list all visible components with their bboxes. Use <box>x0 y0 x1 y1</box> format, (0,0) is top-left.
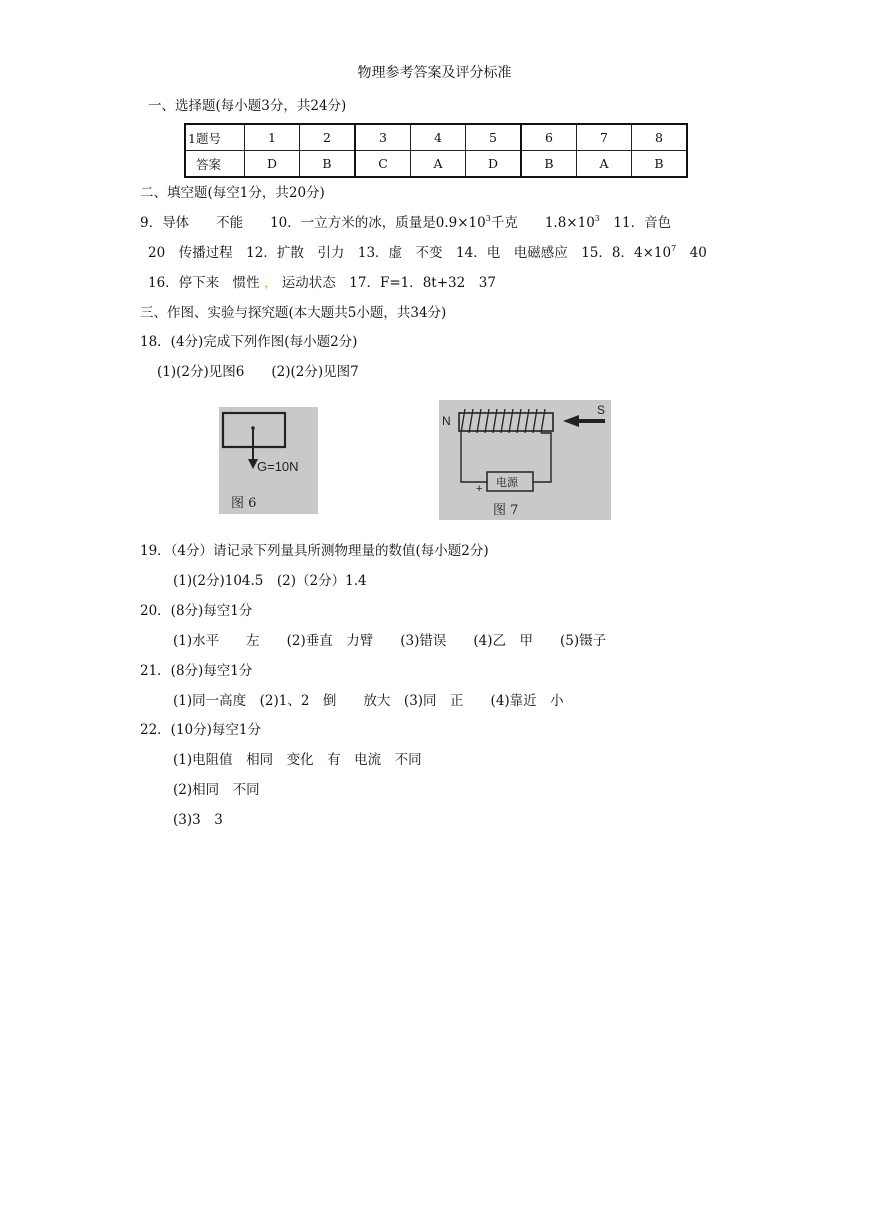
punctuation-mark: ， <box>263 275 278 291</box>
plus-sign: + <box>476 483 483 495</box>
question-18-sub: (1)(2分)见图6 (2)(2分)见图7 <box>157 364 359 380</box>
figure-7-drawing <box>439 400 611 520</box>
table-cell: 1题号 <box>185 124 245 151</box>
table-cell: C <box>355 151 411 178</box>
figure-6-caption: 图 6 <box>231 496 257 511</box>
fill-answers-line-2 <box>148 241 707 261</box>
superscript: 3 <box>594 214 600 223</box>
north-pole-label: N <box>442 414 451 428</box>
wire-left <box>461 433 487 482</box>
question-22-sub-2: (2)相同 不同 <box>173 782 260 798</box>
table-cell: 3 <box>355 124 411 151</box>
page-title: 物理参考答案及评分标准 <box>357 65 512 81</box>
section-fill-heading: 二、填空题(每空1分，共20分) <box>140 185 325 201</box>
south-pole-label: S <box>597 403 606 417</box>
power-source-label: 电源 <box>496 476 518 489</box>
table-cell: B <box>632 151 688 178</box>
question-21-sub: (1)同一高度 (2)1、2 倒 放大 (3)同 正 (4)靠近 小 <box>173 693 564 709</box>
table-cell: 4 <box>411 124 466 151</box>
figure-6-drawing <box>219 407 318 514</box>
question-19-sub: (1)(2分)104.5 (2)（2分）1.4 <box>173 573 367 589</box>
table-cell: 8 <box>632 124 688 151</box>
text-span: 40 <box>676 245 707 261</box>
fill-answers-line-1 <box>140 211 671 231</box>
wire-right <box>533 433 551 482</box>
section-choice-heading: 一、选择题(每小题3分，共24分) <box>148 98 347 114</box>
answer-table <box>184 123 688 178</box>
question-20-sub: (1)水平 左 (2)垂直 力臂 (3)错误 (4)乙 甲 (5)镊子 <box>173 633 607 649</box>
force-label: G=10N <box>257 459 299 474</box>
text-span: 11．音色 <box>599 215 672 231</box>
table-cell: 5 <box>466 124 522 151</box>
fill-answers-line-3 <box>148 271 496 291</box>
table-cell: A <box>577 151 632 178</box>
figure-7 <box>439 400 611 520</box>
section-experiment-heading: 三、作图、实验与探究题(本大题共5小题，共34分) <box>140 305 447 321</box>
superscript: 7 <box>671 244 677 253</box>
table-cell: 6 <box>521 124 577 151</box>
text-span: 16．停下来 惯性 <box>148 275 264 291</box>
table-cell: D <box>466 151 522 178</box>
question-20: 20．(8分)每空1分 <box>140 603 253 619</box>
text-span: 20 传播过程 12．扩散 引力 13．虚 不变 14．电 电磁感应 15．8．4×10 <box>148 245 672 261</box>
table-cell: B <box>521 151 577 178</box>
table-cell: 2 <box>300 124 356 151</box>
table-cell: 答案 <box>185 151 245 178</box>
table-cell: 7 <box>577 124 632 151</box>
table-row <box>185 124 687 151</box>
table-cell: B <box>300 151 356 178</box>
text-span: 运动状态 17．F=1．8t+32 37 <box>277 275 496 291</box>
text-span: 9．导体 不能 10．一立方米的冰，质量是0.9×10 <box>140 215 486 231</box>
table-cell: 1 <box>245 124 300 151</box>
question-22-sub-1: (1)电阻值 相同 变化 有 电流 不同 <box>173 752 422 768</box>
question-22-sub-3: (3)3 3 <box>173 812 223 828</box>
question-22: 22．(10分)每空1分 <box>140 722 261 738</box>
figure-7-caption: 图 7 <box>493 503 519 518</box>
table-row <box>185 151 687 178</box>
table-cell: D <box>245 151 300 178</box>
question-19: 19．（4分）请记录下列量具所测物理量的数值(每小题2分) <box>140 543 489 559</box>
superscript: 3 <box>485 214 491 223</box>
text-span: 千克 1.8×10 <box>490 215 595 231</box>
question-18: 18．(4分)完成下列作图(每小题2分) <box>140 334 358 350</box>
table-cell: A <box>411 151 466 178</box>
solenoid-core <box>459 413 553 431</box>
question-21: 21．(8分)每空1分 <box>140 663 253 679</box>
figure-6 <box>219 407 318 514</box>
center-dot <box>251 426 255 430</box>
